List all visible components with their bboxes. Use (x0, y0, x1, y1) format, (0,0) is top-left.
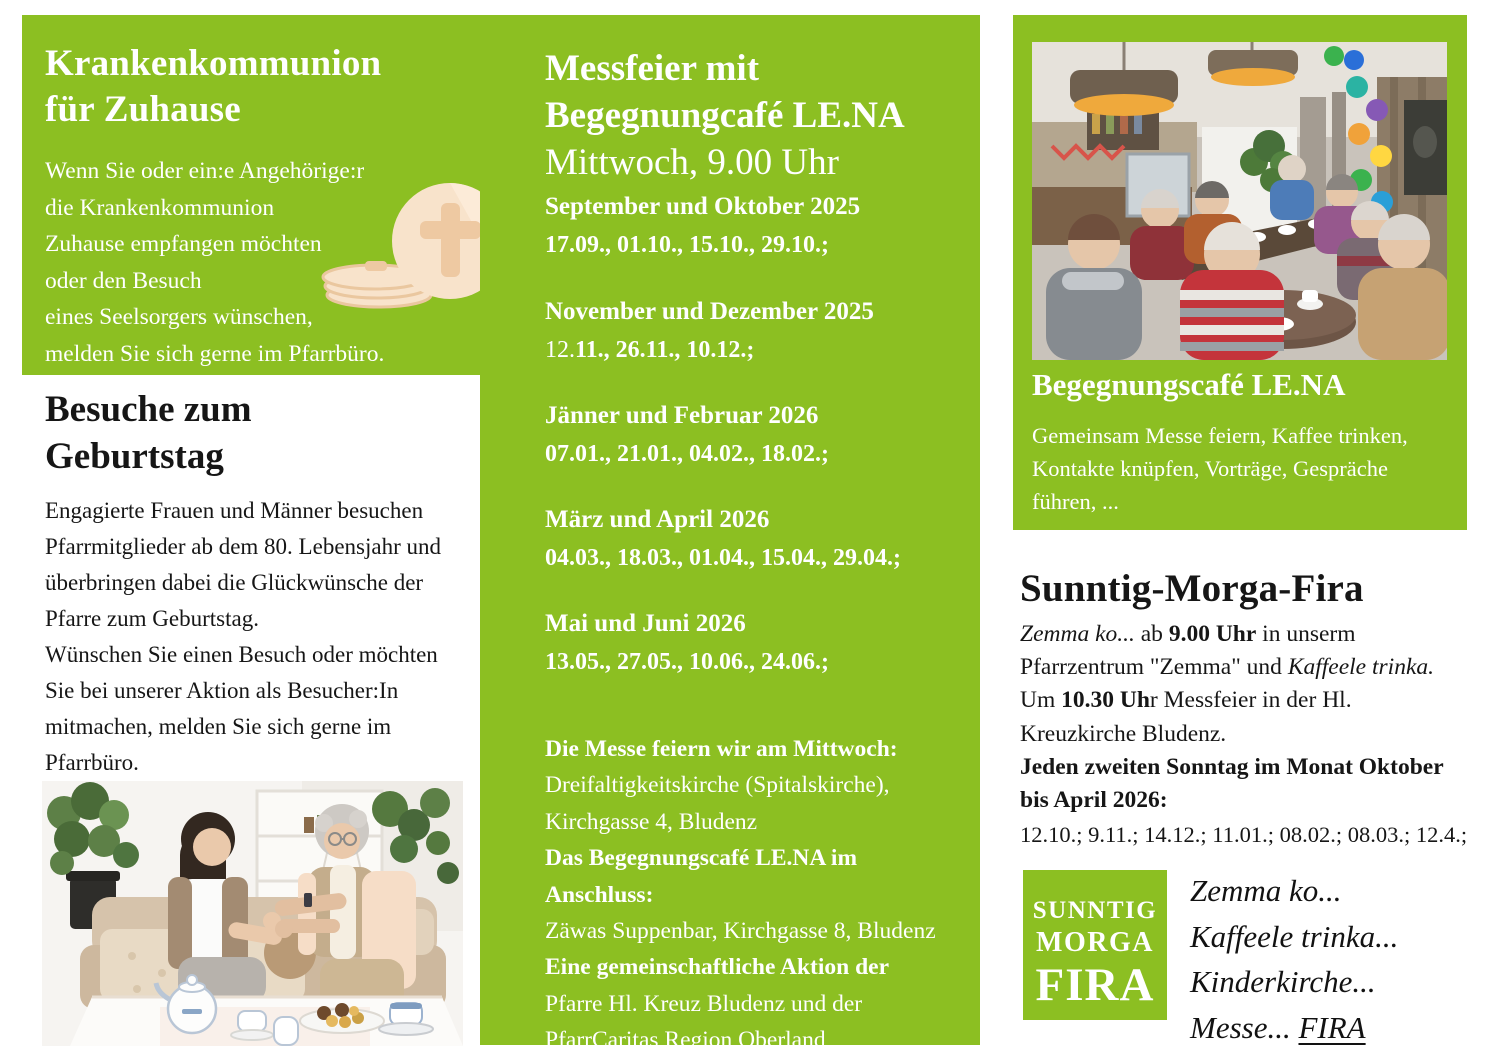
schedule-dates: 07.01., 21.01., 04.02., 18.02.; (545, 441, 829, 467)
title-line: für Zuhause (45, 89, 241, 130)
body-line: führen, ... (1032, 489, 1119, 514)
body-line: oder den Besuch (45, 267, 202, 294)
info-line: Die Messe feiern wir am Mittwoch: (545, 736, 898, 762)
body-line: überbringen dabei die Glückwünsche der (45, 570, 424, 595)
body-line: Pfarrbüro. (45, 750, 139, 775)
schedule-group (545, 604, 829, 682)
schedule-dates: 12.11., 26.11., 10.12.; (545, 337, 755, 363)
body-line: Zuhause empfangen möchten (45, 231, 322, 258)
visit-photo-illustration (42, 781, 463, 1046)
section-krankenkommunion (22, 15, 505, 375)
body-line: Wenn Sie oder ein:e Angehörige:r (45, 158, 365, 184)
body-line: Pfarrzentrum "Zemma" und Kaffeele trinka. (1020, 654, 1434, 681)
info-line: Das Begegnungscafé LE.NA im (545, 845, 858, 872)
cafe-photo-illustration (1032, 42, 1447, 360)
body-line: bis April 2026: (1020, 787, 1168, 814)
sunntig-title: Sunntig-Morga-Fira (1020, 567, 1364, 610)
body-line: Gemeinsam Messe feiern, Kaffee trinken, (1032, 423, 1408, 448)
schedule-dates: 13.05., 27.05., 10.06., 24.06.; (545, 649, 829, 675)
section-begegnungscafe (1013, 15, 1467, 530)
geburtstag-body (45, 493, 493, 781)
caption-line: Messe... FIRA (1190, 1009, 1366, 1045)
info-line: Zäwas Suppenbar, Kirchgasse 8, Bludenz (545, 918, 936, 945)
schedule-group (545, 187, 860, 265)
title-line: Geburtstag (45, 436, 224, 477)
schedule-label: November und Dezember 2025 (545, 298, 874, 325)
info-line: Pfarre Hl. Kreuz Bludenz und der (545, 990, 863, 1017)
body-line: die Krankenkommunion (45, 194, 275, 221)
guests-front (1046, 214, 1447, 360)
logo-word: MORGA (1036, 927, 1154, 958)
messfeier-subtitle: Mittwoch, 9.00 Uhr (545, 142, 839, 183)
photo-besuch-zuhause (42, 781, 463, 1046)
body-line: Um 10.30 Uhr Messfeier in der Hl. (1020, 687, 1352, 714)
schedule-group (545, 396, 829, 474)
schedule-dates: 17.09., 01.10., 15.10., 29.10.; (545, 232, 829, 258)
body-line: Zemma ko... ab 9.00 Uhr in unserm (1020, 621, 1356, 647)
section-sunntig-morga-fira (1020, 566, 1498, 851)
schedule-group (545, 500, 901, 578)
body-line: Pfarrmitglieder ab dem 80. Lebensjahr und (45, 534, 441, 559)
logo-caption (1190, 868, 1398, 1050)
photo-cafe-lena (1032, 42, 1447, 360)
logo-word: FIRA (1035, 959, 1155, 1011)
sunntig-dates: 12.10.; 9.11.; 14.12.; 11.01.; 08.02.; 08.03.; 12.4.; (1020, 822, 1468, 848)
info-line: Dreifaltigkeitskirche (Spitalskirche), (545, 772, 890, 799)
body-line: Engagierte Frauen und Männer besuchen (45, 498, 424, 523)
body-line: melden Sie sich gerne im Pfarrbüro. (45, 340, 385, 367)
body-line: Wünschen Sie einen Besuch oder möchten (45, 642, 438, 667)
body-line: Jeden zweiten Sonntag im Monat Oktober (1020, 753, 1444, 780)
body-line: Kreuzkirche Bludenz. (1020, 720, 1227, 747)
lena-body (1032, 419, 1408, 518)
messfeier-info (545, 731, 936, 1059)
schedule-group (545, 292, 874, 370)
sunntig-morga-fira-logo (1023, 870, 1167, 1020)
section-geburtstagsbesuche (45, 386, 493, 781)
krankenkommunion-title (45, 41, 381, 133)
body-line: Kontakte knüpfen, Vorträge, Gespräche (1032, 456, 1388, 481)
section-messfeier (480, 15, 980, 1054)
info-line: Eine gemeinschaftliche Aktion der (545, 954, 889, 981)
body-line: mitmachen, melden Sie sich gerne im (45, 714, 392, 739)
title-line: Krankenkommunion (45, 43, 382, 84)
title-line: Messfeier mit (545, 48, 760, 89)
lena-title: Begegnungscafé LE.NA (1032, 367, 1346, 402)
schedule-label: Jänner und Februar 2026 (545, 402, 819, 429)
body-line: Pfarre zum Geburtstag. (45, 606, 259, 631)
body-line: eines Seelsorgers wünschen, (45, 304, 313, 331)
caption-line: Zemma ko... (1190, 873, 1342, 908)
caption-line: Kaffeele trinka... (1190, 918, 1399, 954)
messfeier-title (545, 45, 905, 186)
info-line: Anschluss: (545, 881, 654, 908)
caption-line: Kinderkirche... (1190, 964, 1376, 999)
title-line: Begegnungcafé LE.NA (545, 95, 905, 136)
geburtstag-title (45, 386, 493, 480)
schedule-label: September und Oktober 2025 (545, 193, 861, 220)
logo-word: SUNNTIG (1032, 897, 1158, 924)
sunntig-body (1020, 618, 1498, 851)
body-line: Sie bei unserer Aktion als Besucher:In (45, 678, 399, 703)
schedule-label: Mai und Juni 2026 (545, 610, 746, 637)
info-line: Kirchgasse 4, Bludenz (545, 808, 758, 835)
schedule-dates: 04.03., 18.03., 01.04., 15.04., 29.04.; (545, 545, 901, 571)
schedule-label: März und April 2026 (545, 506, 770, 533)
info-line: PfarrCaritas Region Oberland (545, 1027, 826, 1054)
title-line: Besuche zum (45, 389, 252, 430)
